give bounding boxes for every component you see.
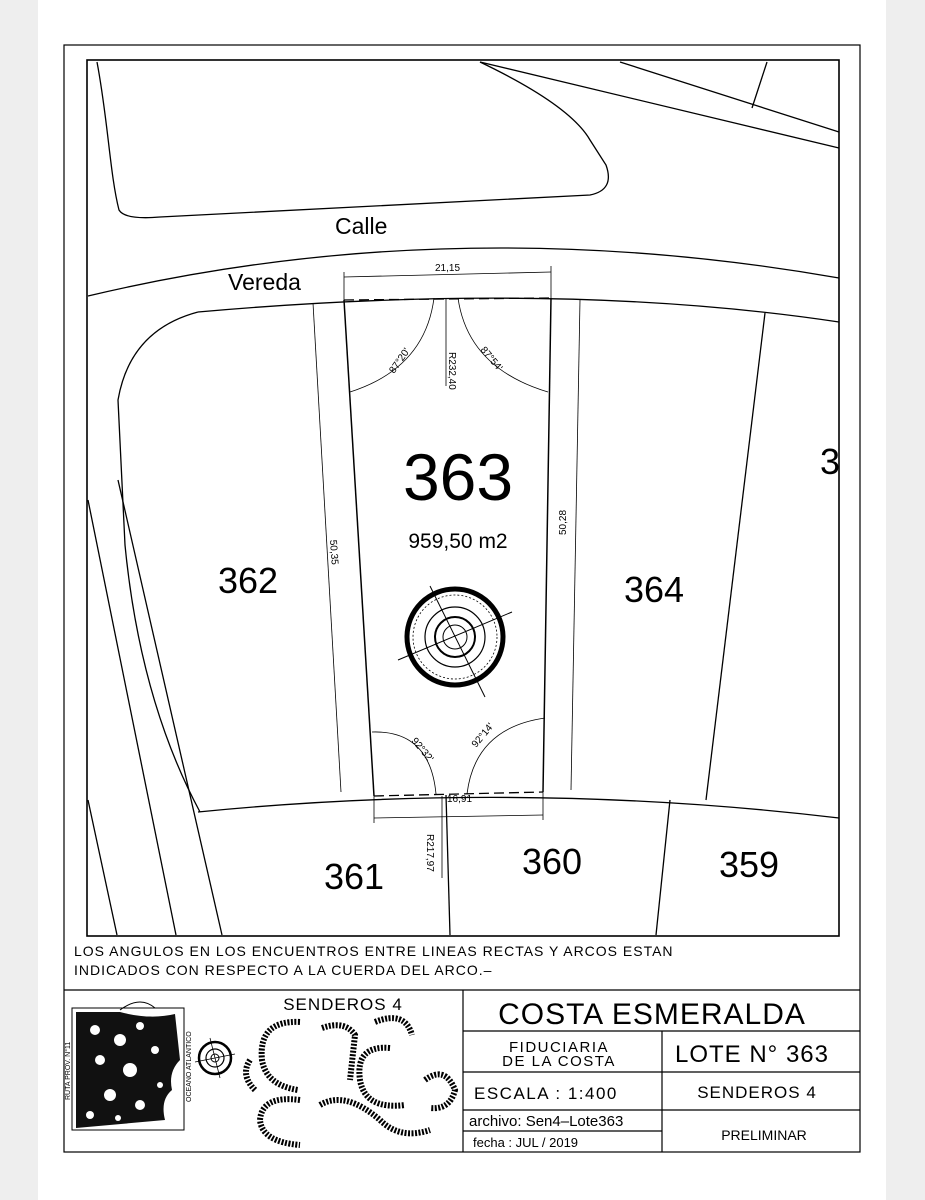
outer-frame <box>64 45 860 1152</box>
dim-line-back <box>374 815 543 818</box>
road-diagonal-2 <box>88 500 176 935</box>
company-line1: FIDUCIARIA <box>508 1039 610 1056</box>
lot-363-left-side <box>344 300 374 796</box>
lot-364-365-line <box>706 313 765 800</box>
sidewalk-label: Vereda <box>228 269 301 295</box>
road-diagonal-3 <box>88 800 117 935</box>
lot-362-corner <box>118 312 200 812</box>
company-line2: DE LA COSTA <box>502 1053 616 1070</box>
map-ocean-label: OCEANO ATLANTICO <box>186 1031 193 1102</box>
lot-360-361-line <box>446 795 450 935</box>
senderos-neighborhood-map <box>246 1018 455 1145</box>
location-target-icon <box>398 586 512 697</box>
location-map-title: SENDEROS 4 <box>283 995 403 1014</box>
lot-number: 363 <box>402 440 514 514</box>
scale-label: ESCALA : 1:400 <box>474 1084 618 1103</box>
traffic-island <box>97 62 608 218</box>
project-title: COSTA ESMERALDA <box>498 998 806 1031</box>
small-target-icon <box>195 1038 235 1078</box>
lot-361-label: 361 <box>323 856 385 897</box>
dim-front-label: 21,15 <box>435 263 461 274</box>
regional-map-image <box>72 1002 184 1130</box>
dim-left-label: 50,35 <box>327 539 340 566</box>
lot-359-label: 359 <box>718 844 780 885</box>
dim-line-right <box>571 300 580 790</box>
file-label: archivo: Sen4–Lote363 <box>469 1113 624 1130</box>
date-label: fecha : JUL / 2019 <box>473 1135 579 1150</box>
angle-arc-front-left <box>350 298 434 392</box>
angle-back-right-label: 92°14' <box>469 721 497 750</box>
lot-title: LOTE N° 363 <box>675 1041 829 1068</box>
property-line-front <box>198 298 839 322</box>
lot-partial-label: 3 <box>820 441 841 482</box>
note-line-1: LOS ANGULOS EN LOS ENCUENTROS ENTRE LINEAS RECTAS Y ARCOS ESTAN <box>74 943 674 959</box>
street-edge <box>88 248 839 296</box>
angle-arc-back-right <box>467 718 545 794</box>
lot-360-label: 360 <box>521 841 583 882</box>
lot-362-label: 362 <box>217 560 279 601</box>
map-route-label: RUTA PROV. N°11 <box>65 1041 72 1100</box>
radius-front-label: R232,40 <box>446 352 457 390</box>
status-label: PRELIMINAR <box>721 1127 807 1143</box>
angles-note <box>74 942 774 980</box>
property-line-back <box>198 797 839 818</box>
angle-front-right-label: 87°54' <box>477 344 505 374</box>
lot-area: 959,50 m2 <box>408 530 508 553</box>
sector-label: SENDEROS 4 <box>697 1083 817 1102</box>
lot-359-360-line <box>656 800 670 935</box>
lot-364-label: 364 <box>623 569 685 610</box>
road-line-3 <box>752 62 767 108</box>
note-line-2: INDICADOS CON RESPECTO A LA CUERDA DEL ARCO.– <box>74 962 493 978</box>
radius-back-label: R217,97 <box>424 834 435 872</box>
street-label: Calle <box>335 213 388 239</box>
dim-back-label: 16,91 <box>447 794 473 805</box>
angle-arc-front-right <box>458 298 548 392</box>
angle-back-left-label: 92°32' <box>408 735 436 765</box>
dim-right-label: 50,28 <box>558 509 569 535</box>
road-diagonal-1 <box>118 480 222 935</box>
angle-front-left-label: 87°20' <box>387 346 413 376</box>
